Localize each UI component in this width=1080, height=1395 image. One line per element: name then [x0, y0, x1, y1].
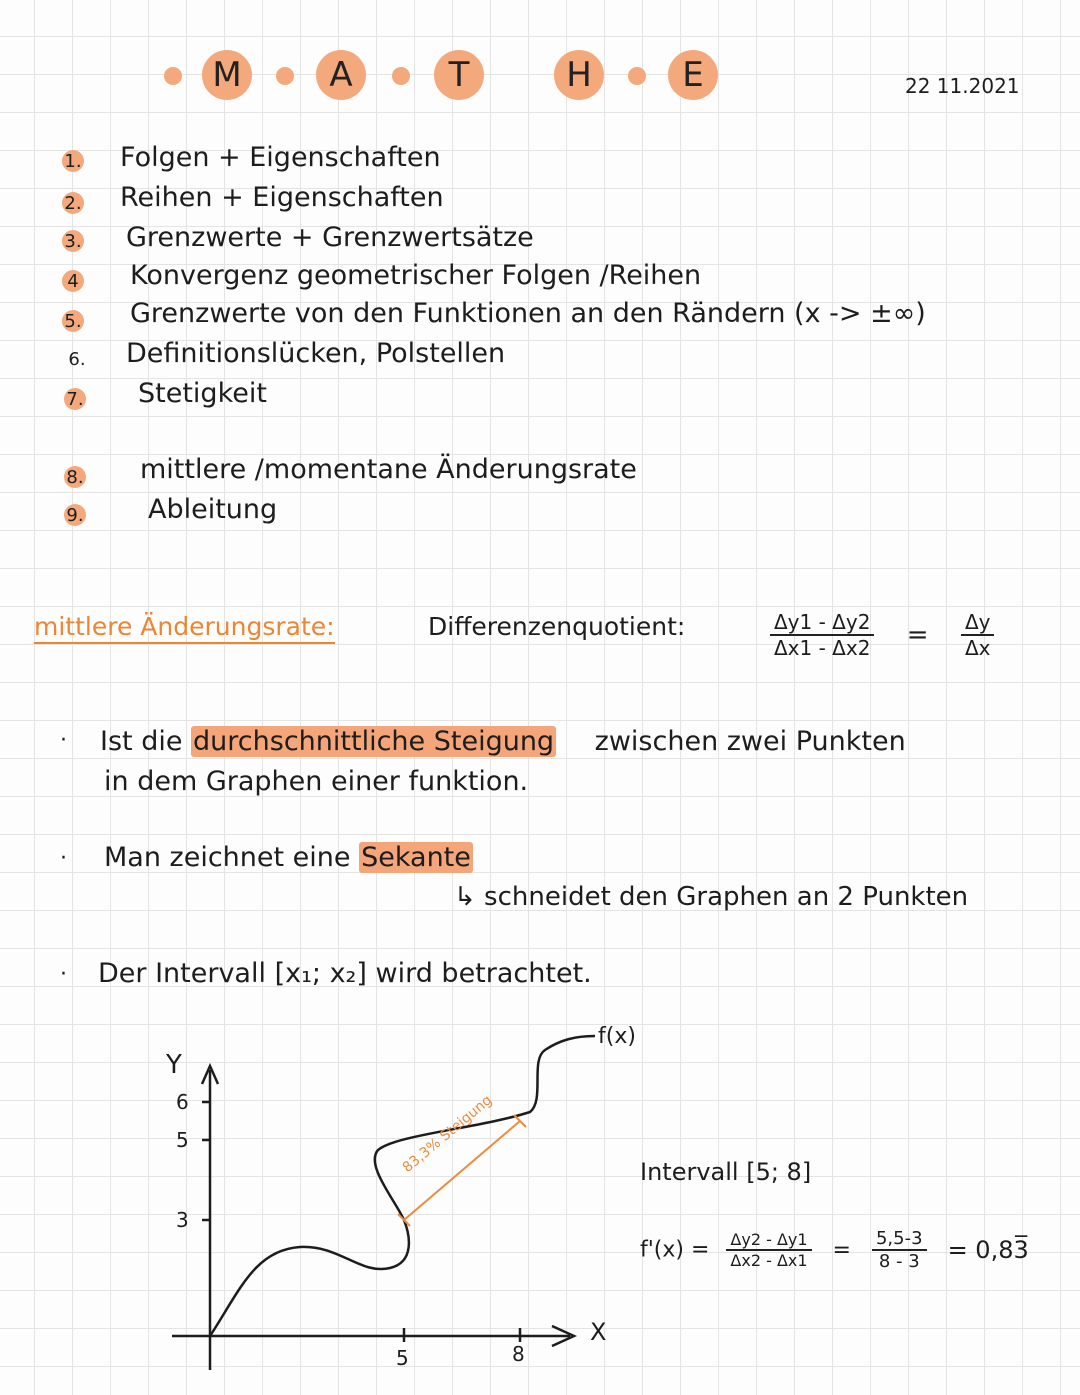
x-axis-label: X — [590, 1318, 607, 1346]
highlight-text: durchschnittliche Steigung — [193, 726, 555, 757]
fraction-denominator: Δx1 - Δx2 — [774, 636, 871, 660]
equals-sign: = — [906, 620, 929, 650]
equals-sign: = — [832, 1237, 851, 1263]
secant-label: 83,3% Steigung — [399, 1092, 496, 1176]
y-axis-label: Y — [166, 1050, 182, 1080]
bullet-dot: · — [60, 728, 67, 753]
note-interval: Der Intervall [x₁; x₂] wird betrachtet. — [98, 958, 592, 989]
x-tick-label: 5 — [396, 1346, 409, 1370]
title-letter-t: T — [434, 50, 484, 100]
topic-number: 1. — [62, 150, 84, 172]
topic-item: Grenzwerte + Grenzwertsätze — [126, 222, 534, 253]
function-curve — [210, 1036, 595, 1336]
fraction-numerator: Δy1 - Δy2 — [770, 610, 874, 636]
fraction-numerator: Δy2 - Δy1 — [726, 1230, 811, 1251]
topic-number: 2. — [62, 192, 84, 214]
date: 22 11.2021 — [905, 74, 1020, 98]
topic-item: Stetigkeit — [138, 378, 267, 409]
topic-number: 8. — [64, 466, 86, 488]
topic-number: 4 — [62, 270, 84, 292]
topic-item: mittlere /momentane Änderungsrate — [140, 454, 637, 485]
derivative-calculation — [640, 1228, 1029, 1272]
note-text: Man zeichnet eine — [104, 842, 351, 873]
bullet-dot: · — [60, 846, 67, 871]
calc-result: = 0,83̅ — [947, 1236, 1029, 1264]
fraction-denominator: 8 - 3 — [878, 1251, 920, 1272]
topic-item: Reihen + Eigenschaften — [120, 182, 444, 213]
note-subpoint: ↳ schneidet den Graphen an 2 Punkten — [454, 882, 969, 912]
title-letter-h: H — [554, 50, 604, 100]
interval-label: Intervall [5; 8] — [640, 1158, 812, 1186]
function-label: f(x) — [598, 1024, 636, 1049]
fraction-numerator: 5,5-3 — [872, 1228, 927, 1251]
fraction-denominator: Δx — [964, 636, 991, 660]
topic-item: Grenzwerte von den Funktionen an den Rändern (x -> ±∞) — [130, 298, 926, 329]
title-letter-a: A — [316, 50, 366, 100]
fraction-denominator: Δx2 - Δx1 — [730, 1251, 808, 1270]
title-letter-e: E — [668, 50, 718, 100]
y-tick-label: 6 — [176, 1090, 189, 1114]
topic-number: 9. — [64, 504, 86, 526]
fraction-numerator: Δy — [961, 610, 995, 636]
topic-number: 3. — [62, 230, 84, 252]
topic-item: Folgen + Eigenschaften — [120, 142, 441, 173]
title-letter-m: M — [202, 50, 252, 100]
bullet-dot: · — [60, 962, 67, 987]
difference-quotient-label: Differenzenquotient: — [428, 612, 686, 641]
y-tick-label: 5 — [176, 1128, 189, 1152]
topic-item: Ableitung — [148, 494, 278, 525]
note-text: Ist die — [100, 726, 183, 757]
topic-number: 6. — [68, 348, 86, 370]
highlight-text: Sekante — [361, 842, 471, 873]
note-text: in dem Graphen einer funktion. — [104, 766, 529, 797]
topic-number: 7. — [64, 388, 86, 410]
topic-item: Definitionslücken, Polstellen — [126, 338, 506, 369]
y-tick-label: 3 — [176, 1208, 189, 1232]
x-tick-label: 8 — [512, 1342, 525, 1366]
calc-lhs: f'(x) = — [640, 1237, 710, 1263]
section-heading: mittlere Änderungsrate: — [34, 612, 335, 644]
topic-number: 5. — [62, 310, 84, 332]
topic-item: Konvergenz geometrischer Folgen /Reihen — [130, 260, 702, 291]
note-text: zwischen zwei Punkten — [594, 726, 906, 757]
